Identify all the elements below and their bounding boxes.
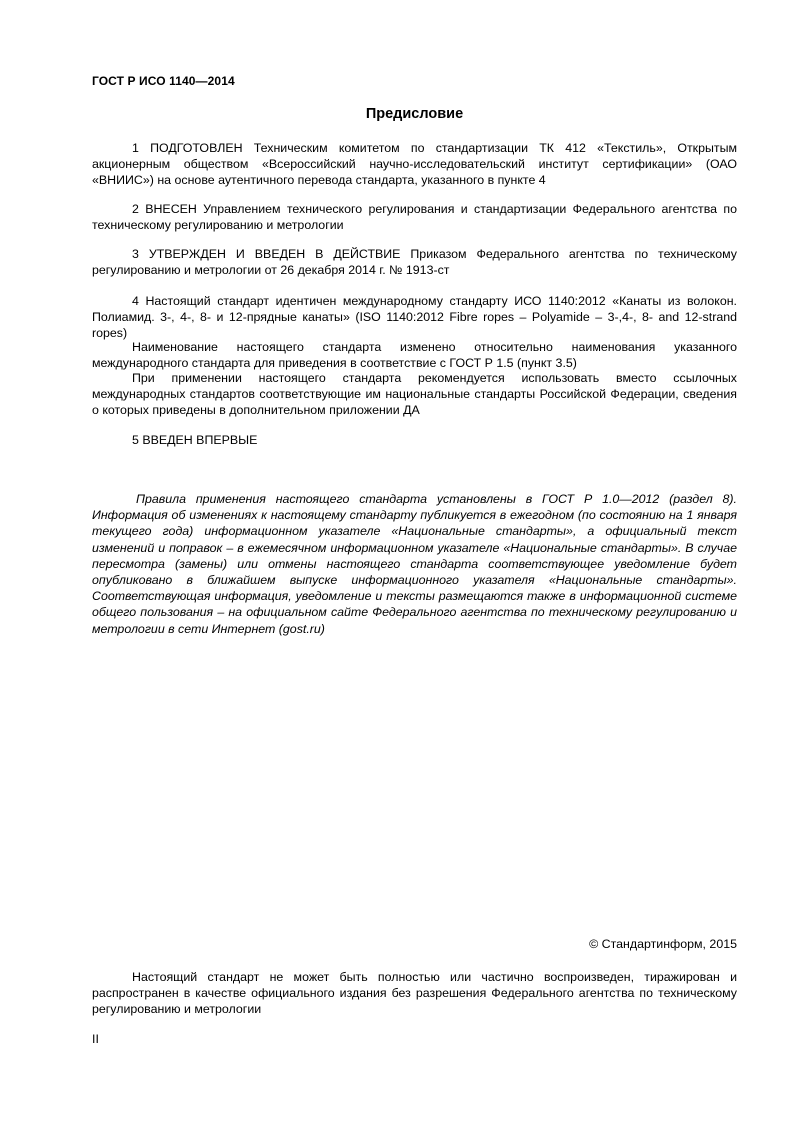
preface-item-5: 5 ВВЕДЕН ВПЕРВЫЕ xyxy=(132,433,258,447)
copyright-line: © Стандартинформ, 2015 xyxy=(589,937,737,951)
preface-item-3: 3 УТВЕРЖДЕН И ВВЕДЕН В ДЕЙСТВИЕ Приказом Федерального агентства по техническому регулированию и метрологии от 26 декабря 2014 г. № 1913-ст xyxy=(92,247,737,278)
page-number: II xyxy=(92,1032,99,1046)
preface-item-4-note-references: При применении настоящего стандарта рекомендуется использовать вместо ссылочных международных стандартов соответствующие им национальные стандарты Российской Федерации, сведения о которых приведены в дополнительном приложении ДА xyxy=(92,371,737,418)
reproduction-notice: Настоящий стандарт не может быть полностью или частично воспроизведен, тиражирован и распространен в качестве официального издания без разрешения Федерального агентства по техническому регулированию и метрологии xyxy=(92,970,737,1017)
rules-notice: Правила применения настоящего стандарта установлены в ГОСТ Р 1.0—2012 (раздел 8). Информация об изменениях к настоящему стандарту публикуется в ежегодном (по состоянию на 1 января текущего года) информационном указателе «Национальные стандарты», а официальный текст изменений и поправок – в ежемесячном информационном указателе «Национальные стандарты». В случае пересмотра (замены) или отмены настоящего стандарта соответствующее уведомление будет опубликовано в ближайшем выпуске информационного указателя «Национальные стандарты». Соответствующая информация, уведомление и тексты размещаются также в информационной системе общего пользования – на официальном сайте Федерального агентства по техническому регулированию и метрологии в сети Интернет (gost.ru) xyxy=(92,492,737,636)
preface-item-1: 1 ПОДГОТОВЛЕН Техническим комитетом по стандартизации ТК 412 «Текстиль», Открытым акционерным обществом «Всероссийский научно-исследовательский институт сертификации» (ОАО «ВНИИС») на основе аутентичного перевода стандарта, указанного в пункте 4 xyxy=(92,141,737,188)
preface-item-4: 4 Настоящий стандарт идентичен международному стандарту ИСО 1140:2012 «Канаты из волокон. Полиамид. 3-, 4-, 8- и 12-прядные канаты» (ISO 1140:2012 Fibre ropes – Polyamide – 3-,4-, 8- and 12-strand ropes) xyxy=(92,294,737,341)
page-title: Предисловие xyxy=(365,106,464,122)
preface-item-4-note-name: Наименование настоящего стандарта изменено относительно наименования указанного международного стандарта для приведения в соответствие с ГОСТ Р 1.5 (пункт 3.5) xyxy=(92,340,737,371)
preface-item-2: 2 ВНЕСЕН Управлением технического регулирования и стандартизации Федерального агентства по техническому регулированию и метрологии xyxy=(92,202,737,233)
document-code: ГОСТ Р ИСО 1140—2014 xyxy=(92,74,235,88)
